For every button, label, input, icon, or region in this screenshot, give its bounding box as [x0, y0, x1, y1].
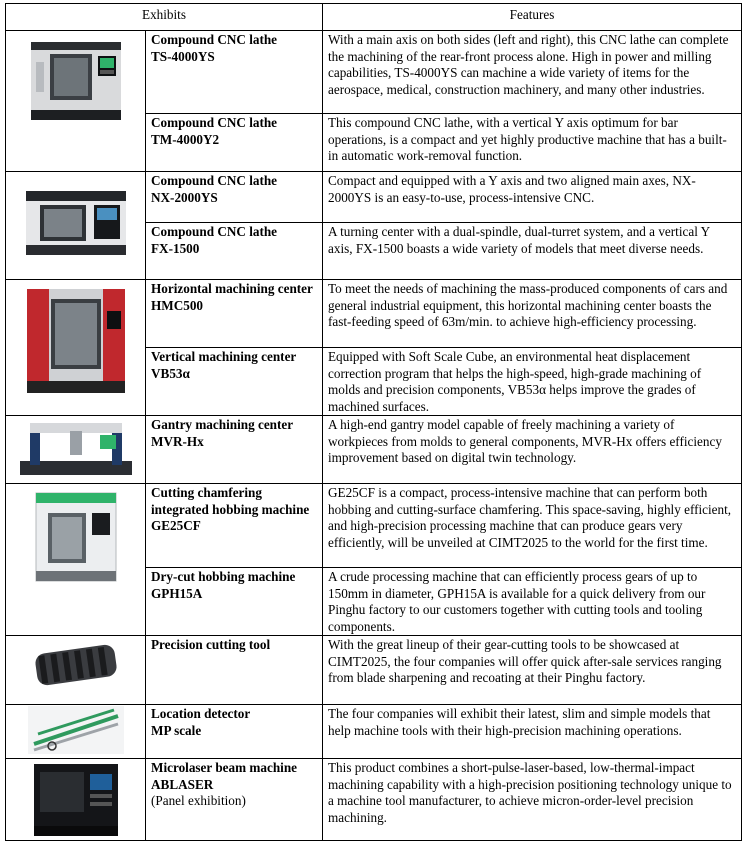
exhibit-name: Compound CNC lathe NX-2000YS — [146, 172, 323, 223]
exhibit-feature: A turning center with a dual-spindle, dual-turret system, and a vertical Y axis, FX-1500 boasts a wide variety of models that meet diverse needs. — [323, 223, 742, 280]
exhibit-name: Compound CNC lathe TS-4000YS — [146, 31, 323, 114]
exhibit-feature: Equipped with Soft Scale Cube, an environmental heat displacement correction program that helps the high-speed, high-grade machining of molds and precision components, VB53α helps improve the grades of machined surfaces. — [323, 348, 742, 416]
header-exhibits: Exhibits — [6, 4, 323, 31]
laser-machine-image — [6, 759, 146, 841]
exhibit-name: Microlaser beam machine ABLASER (Panel exhibition) — [146, 759, 323, 841]
exhibit-name: Location detector MP scale — [146, 705, 323, 759]
exhibit-feature: To meet the needs of machining the mass-produced components of cars and general industrial equipment, this horizontal machining center boasts the fast-feeding speed of 63m/min. to achieve high-efficiency processing. — [323, 280, 742, 348]
table-row — [6, 484, 742, 568]
exhibit-name: Gantry machining center MVR-Hx — [146, 416, 323, 484]
exhibit-feature: This product combines a short-pulse-laser-based, low-thermal-impact machining capability with a high-precision positioning technology unique to a machine tool manufacturer, to achieve micron-order-level precision machining. — [323, 759, 742, 841]
exhibit-name: Horizontal machining center HMC500 — [146, 280, 323, 348]
exhibits-table — [5, 3, 742, 841]
scale-image — [6, 705, 146, 759]
exhibit-feature: A crude processing machine that can efficiently process gears of up to 150mm in diameter, GPH15A is available for a quick delivery from our Pinghu factory to our customers together with cutting tools and tooling components. — [323, 568, 742, 636]
table-row — [6, 705, 742, 759]
table-row — [6, 636, 742, 705]
header-features: Features — [323, 4, 742, 31]
table-row — [6, 31, 742, 114]
hobbing-machine-image — [6, 484, 146, 636]
exhibit-name: Compound CNC lathe TM-4000Y2 — [146, 114, 323, 172]
exhibit-name: Dry-cut hobbing machine GPH15A — [146, 568, 323, 636]
table-row — [6, 280, 742, 348]
exhibit-name: Vertical machining center VB53α — [146, 348, 323, 416]
exhibit-name: Compound CNC lathe FX-1500 — [146, 223, 323, 280]
table-row — [6, 759, 742, 841]
exhibit-feature: GE25CF is a compact, process-intensive machine that can perform both hobbing and cutting-surface chamfering. This space-saving, highly efficient, and high-precision processing machine that can produce gears very efficiently, will be unveiled at CIMT2025 to the world for the first time. — [323, 484, 742, 568]
exhibit-name: Precision cutting tool — [146, 636, 323, 705]
gantry-machine-image — [6, 416, 146, 484]
cutting-tool-image — [6, 636, 146, 705]
exhibit-feature: Compact and equipped with a Y axis and two aligned main axes, NX-2000YS is an easy-to-use, process-intensive CNC. — [323, 172, 742, 223]
exhibit-feature: With the great lineup of their gear-cutting tools to be showcased at CIMT2025, the four companies will offer quick after-sale services ranging from blade sharpening and recoating at their Pinghu factory. — [323, 636, 742, 705]
exhibit-feature: This compound CNC lathe, with a vertical Y axis optimum for bar operations, is a compact and yet highly productive machine that has a built-in automatic work-removal function. — [323, 114, 742, 172]
exhibit-name: Cutting chamfering integrated hobbing machine GE25CF — [146, 484, 323, 568]
table-row — [6, 172, 742, 223]
header-row — [6, 4, 742, 31]
lathe-nx-fx-image — [6, 172, 146, 280]
exhibit-feature: The four companies will exhibit their latest, slim and simple models that help machine tools with their high-precision machining operations. — [323, 705, 742, 759]
machining-center-image — [6, 280, 146, 416]
lathe-ts-tm-image — [6, 31, 146, 172]
exhibit-feature: With a main axis on both sides (left and right), this CNC lathe can complete the machining of the rear-front process alone. High in power and milling capabilities, TS-4000YS can machine a wide variety of items for the aerospace, medical, construction machinery, and many other industries. — [323, 31, 742, 114]
table-row — [6, 416, 742, 484]
exhibit-feature: A high-end gantry model capable of freely machining a variety of workpieces from molds to general components, MVR-Hx offers efficiency improvement based on digital twin technology. — [323, 416, 742, 484]
